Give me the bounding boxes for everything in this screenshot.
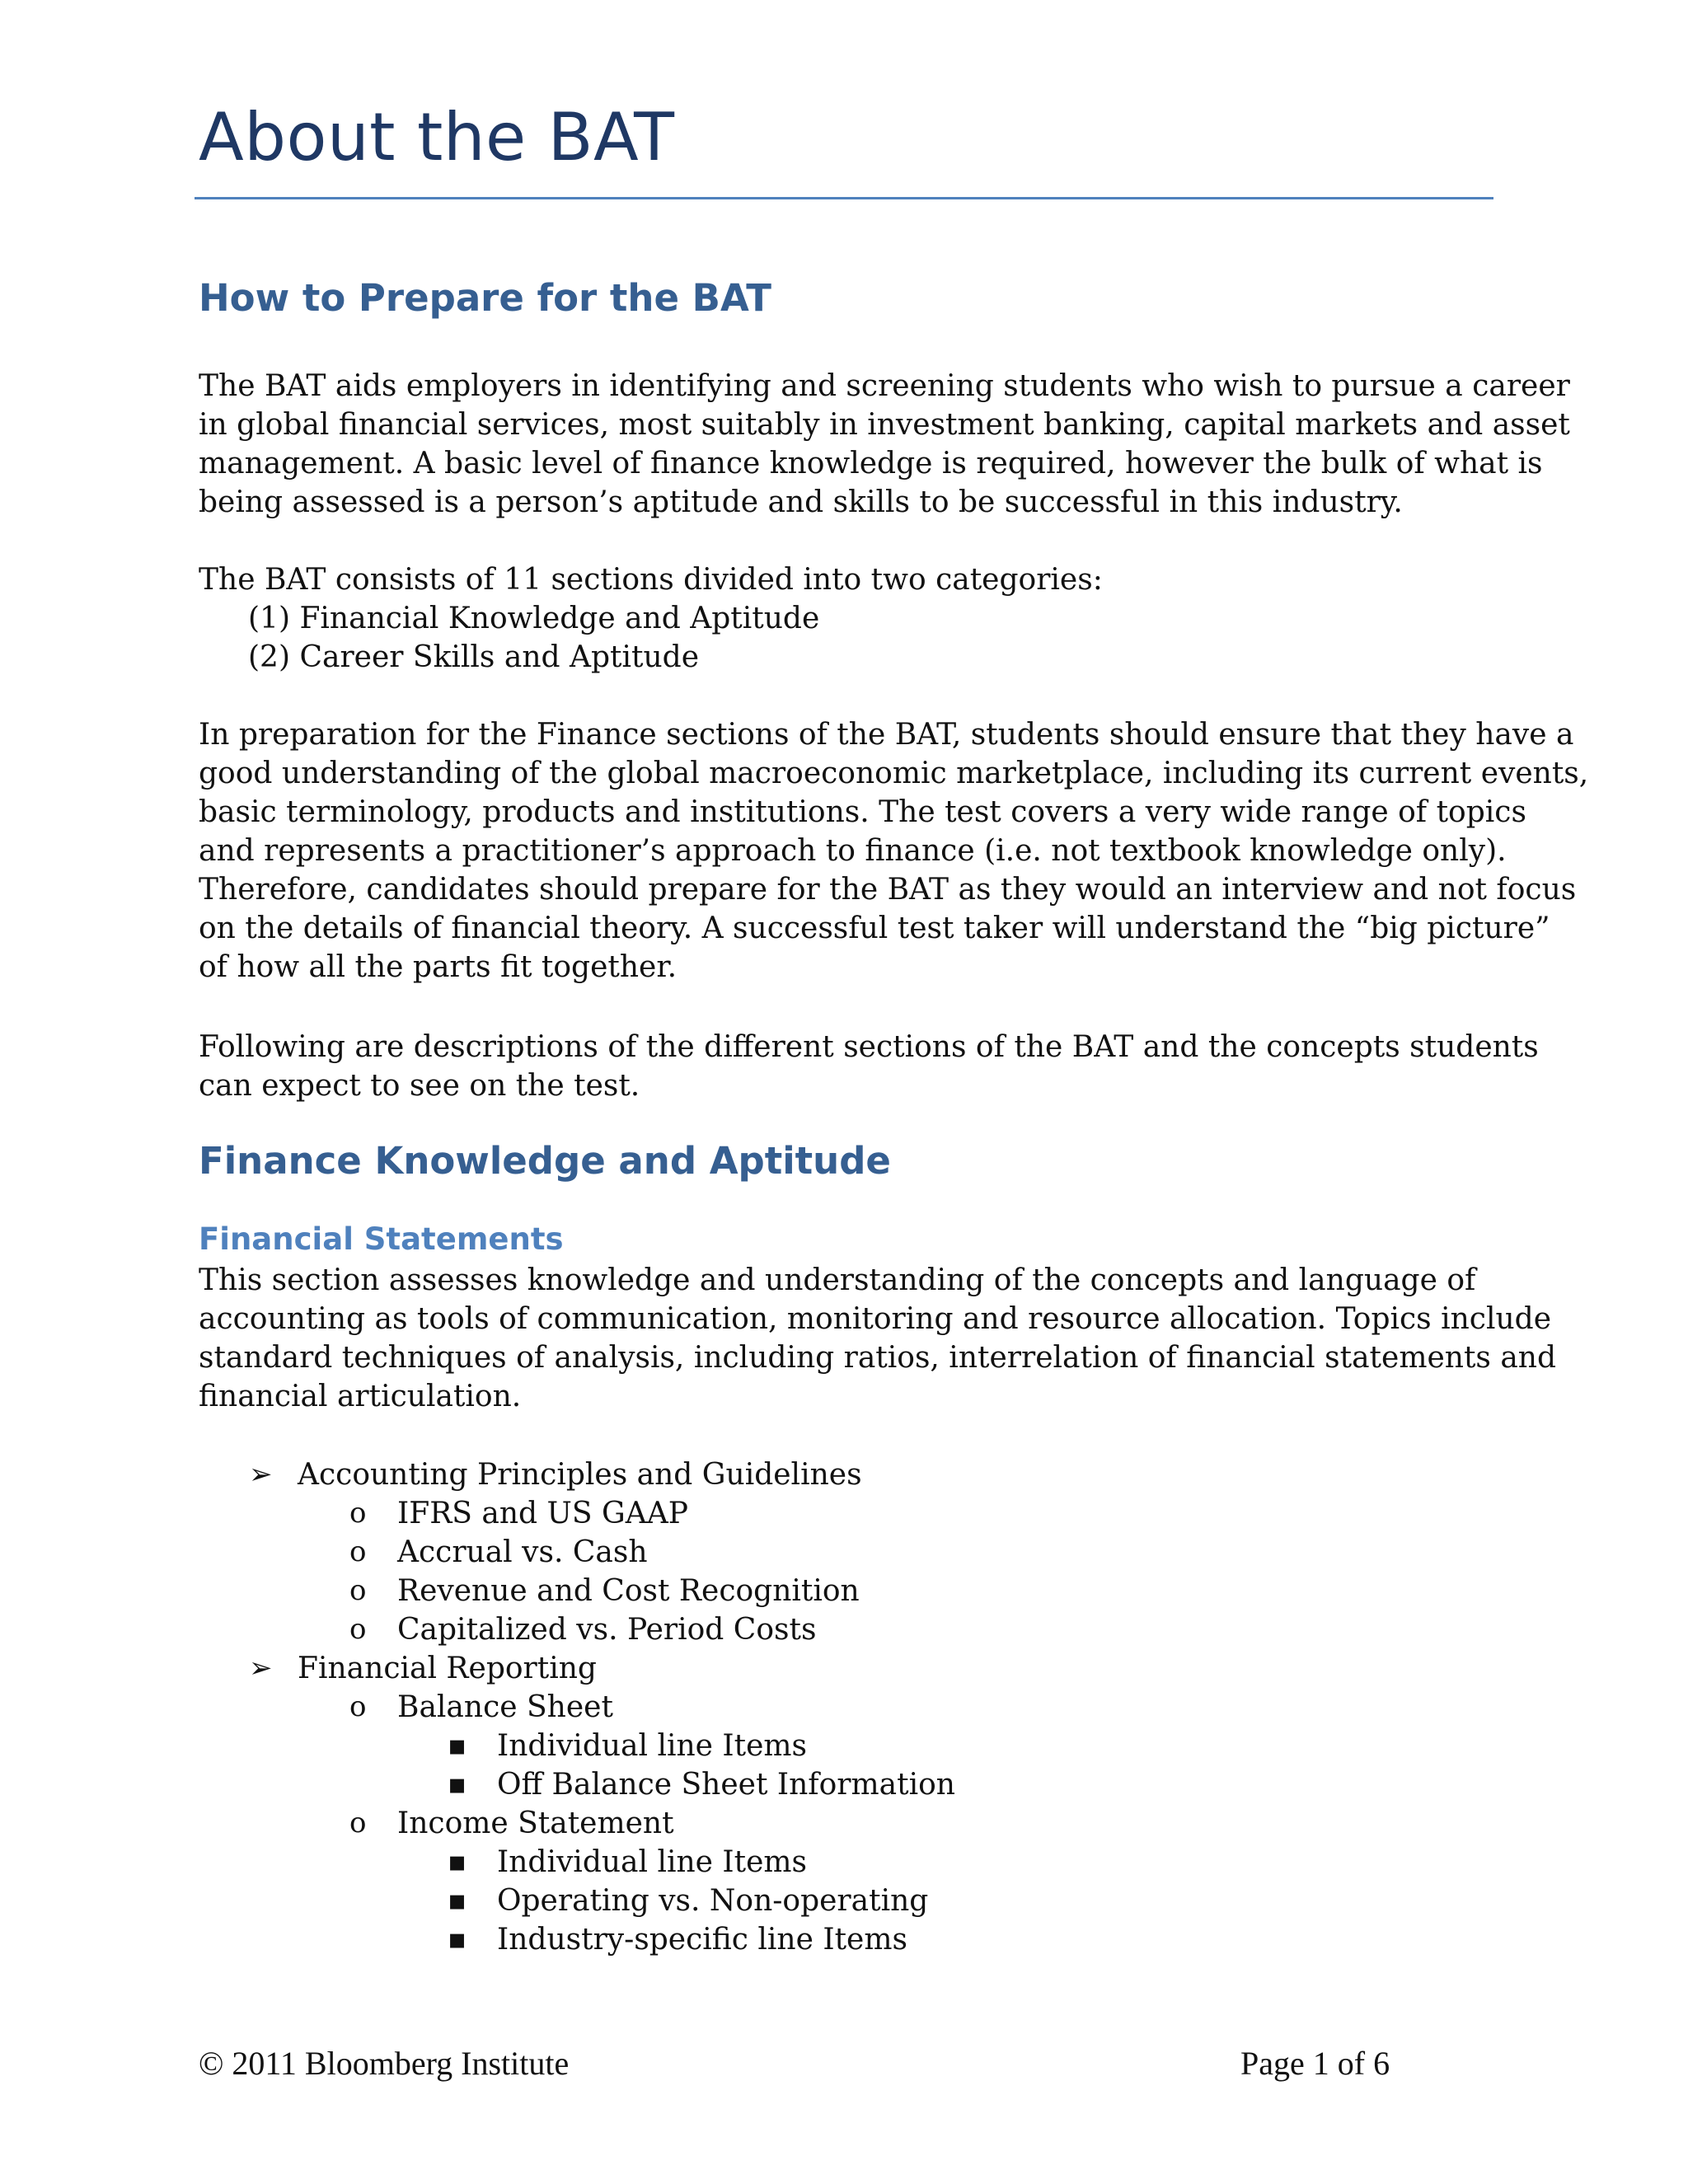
list-item-level3: Individual line Items <box>497 1845 808 1879</box>
title-underline <box>195 197 1493 199</box>
circle-bullet-icon: o <box>349 1613 367 1646</box>
list-item-level2: Accrual vs. Cash <box>397 1535 648 1569</box>
circle-bullet-icon: o <box>349 1535 367 1568</box>
circle-bullet-icon: o <box>349 1690 367 1723</box>
text-line: and represents a practitioner’s approach to finance (i.e. not textbook knowledge only). <box>199 834 1507 868</box>
circle-bullet-icon: o <box>349 1574 367 1607</box>
text-line: accounting as tools of communication, monitoring and resource allocation. Topics include <box>199 1302 1552 1336</box>
text-line: financial articulation. <box>199 1380 522 1413</box>
page-title: About the BAT <box>199 99 675 176</box>
section-heading-prepare: How to Prepare for the BAT <box>199 276 771 320</box>
arrow-bullet-icon: ➢ <box>249 1458 273 1491</box>
text-line: In preparation for the Finance sections of the BAT, students should ensure that they have a <box>199 718 1574 752</box>
square-bullet-icon: ▪ <box>448 1923 467 1956</box>
list-item-level2: Revenue and Cost Recognition <box>397 1574 860 1608</box>
list-item-level3: Individual line Items <box>497 1729 808 1763</box>
text-line: basic terminology, products and institutions. The test covers a very wide range of topics <box>199 795 1526 829</box>
preparation-paragraph <box>199 715 1589 987</box>
list-item-level2: Balance Sheet <box>397 1690 613 1724</box>
section-heading-finance: Finance Knowledge and Aptitude <box>199 1139 891 1183</box>
text-line: of how all the parts fit together. <box>199 950 678 984</box>
list-item-level1: Financial Reporting <box>298 1652 597 1685</box>
square-bullet-icon: ▪ <box>448 1845 467 1878</box>
category-item: (1) Financial Knowledge and Aptitude <box>248 602 820 635</box>
square-bullet-icon: ▪ <box>448 1884 467 1917</box>
text-line: good understanding of the global macroeconomic marketplace, including its current events, <box>199 757 1589 790</box>
text-line: being assessed is a person’s aptitude and skills to be successful in this industry. <box>199 485 1403 519</box>
subheading-financial-statements: Financial Statements <box>199 1221 564 1257</box>
list-item-level3: Off Balance Sheet Information <box>497 1768 955 1802</box>
text-line: can expect to see on the test. <box>199 1069 640 1103</box>
category-item: (2) Career Skills and Aptitude <box>248 640 700 674</box>
footer-copyright: © 2011 Bloomberg Institute <box>199 2045 570 2082</box>
list-item-level2: IFRS and US GAAP <box>397 1497 688 1530</box>
text-line: Following are descriptions of the different sections of the BAT and the concepts students <box>199 1030 1539 1064</box>
categories-paragraph <box>199 560 1517 677</box>
text-line: This section assesses knowledge and understanding of the concepts and language of <box>199 1263 1476 1297</box>
circle-bullet-icon: o <box>349 1497 367 1530</box>
arrow-bullet-icon: ➢ <box>249 1652 273 1685</box>
text-line: Therefore, candidates should prepare for the BAT as they would an interview and not focus <box>199 873 1577 907</box>
list-item-level2: Income Statement <box>397 1807 674 1840</box>
text-line: on the details of financial theory. A successful test taker will understand the “big picture” <box>199 912 1550 945</box>
following-paragraph <box>199 1028 1539 1105</box>
square-bullet-icon: ▪ <box>448 1729 467 1762</box>
list-item-level1: Accounting Principles and Guidelines <box>298 1458 862 1492</box>
square-bullet-icon: ▪ <box>448 1768 467 1801</box>
footer-page-number: Page 1 of 6 <box>1240 2045 1390 2082</box>
text-line: standard techniques of analysis, including ratios, interrelation of financial statements and <box>199 1341 1557 1375</box>
text-line: The BAT aids employers in identifying and screening students who wish to pursue a career <box>199 369 1570 403</box>
text-line: in global financial services, most suitably in investment banking, capital markets and asset <box>199 408 1570 442</box>
text-line: The BAT consists of 11 sections divided into two categories: <box>199 563 1103 597</box>
list-item-level2: Capitalized vs. Period Costs <box>397 1613 817 1647</box>
list-item-level3: Industry-specific line Items <box>497 1923 907 1957</box>
financial-statements-paragraph <box>199 1261 1557 1416</box>
text-line: management. A basic level of finance knowledge is required, however the bulk of what is <box>199 447 1543 480</box>
intro-paragraph <box>199 367 1570 522</box>
list-item-level3: Operating vs. Non-operating <box>497 1884 929 1918</box>
circle-bullet-icon: o <box>349 1807 367 1840</box>
